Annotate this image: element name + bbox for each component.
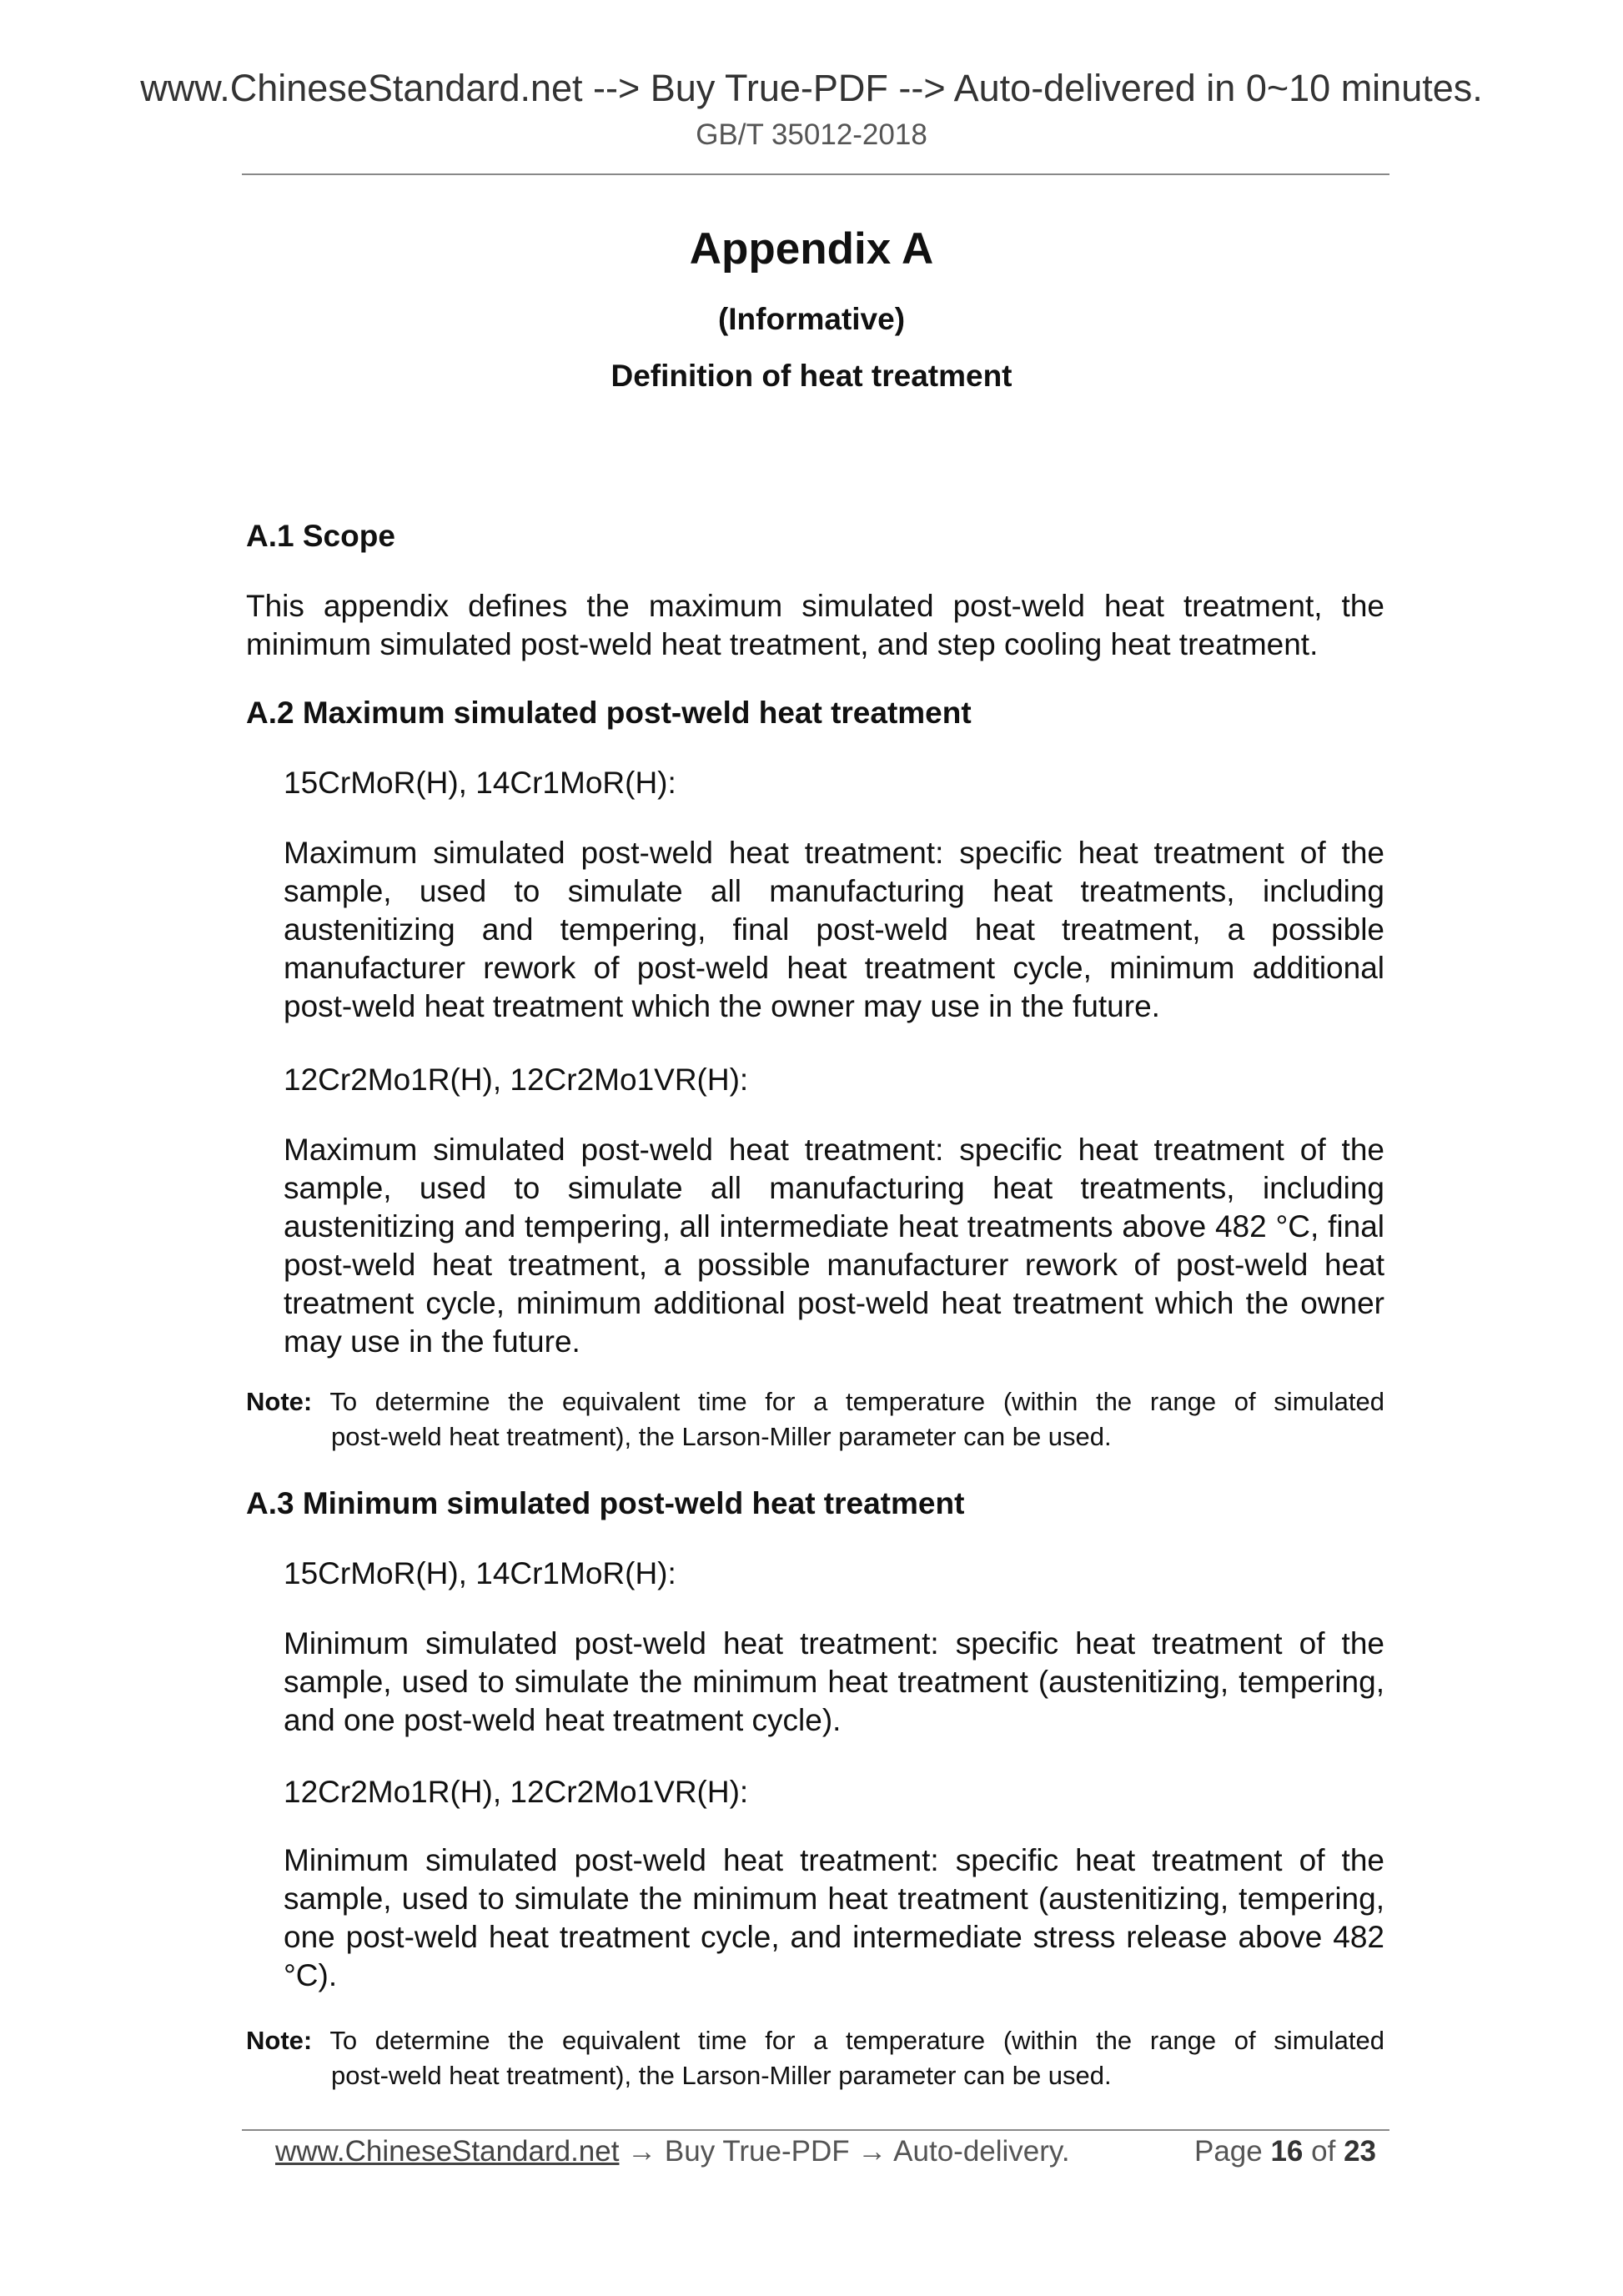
header-divider [242,173,1389,175]
section-a2-grade-1: 15CrMoR(H), 14Cr1MoR(H): [284,766,676,800]
section-a3-text-1: Minimum simulated post-weld heat treatment: specific heat treatment of the sample, used to simulate the minimum heat treatment (austenitizing, tempering, and one post-weld heat treatment cycle). [284,1626,1384,1737]
section-a2-text-1: Maximum simulated post-weld heat treatment: specific heat treatment of the sample, used to simulate all manufacturing heat treatments, including austenitizing and tempering, final post-weld heat treatment, a possible manufacturer rework of post-weld heat treatment cycle, minimum additional post-weld heat treatment which the owner may use in the future. [284,836,1384,1023]
section-a1-text: This appendix defines the maximum simulated post-weld heat treatment, the minimum simulated post-weld heat treatment, and step cooling heat treatment. [246,589,1384,661]
section-a1-heading: A.1 Scope [246,519,395,553]
footer-text: → Buy True-PDF → Auto-delivery. [619,2135,1070,2168]
section-a3-note-line-1: Note: To determine the equivalent time for a temperature (within the range of simulated [246,2026,1384,2055]
section-a3-note [246,2023,1384,2093]
total-pages: 23 [1344,2135,1376,2168]
appendix-title: Appendix A [689,224,934,274]
section-a2-grade-2: 12Cr2Mo1R(H), 12Cr2Mo1VR(H): [284,1063,749,1097]
footer-site-link[interactable]: www.ChineseStandard.net [275,2135,620,2168]
header-banner: www.ChineseStandard.net --> Buy True-PDF --> Auto-delivered in 0~10 minutes. [140,67,1483,109]
section-a3-text-2: Minimum simulated post-weld heat treatment: specific heat treatment of the sample, used to simulate the minimum heat treatment (austenitizing, tempering, one post-weld heat treatment cycle, and intermediate stress release above 482 °C). [284,1843,1384,1992]
note-label: Note: [246,1387,313,1416]
section-a2-text-2: Maximum simulated post-weld heat treatment: specific heat treatment of the sample, used to simulate all manufacturing heat treatments, including austenitizing and tempering, all intermediate heat treatments above 482 °C, final post-weld heat treatment, a possible manufacturer rework of post-weld heat treatment cycle, minimum additional post-weld heat treatment which the owner may use in the future. [284,1133,1384,1359]
section-a2-heading: A.2 Maximum simulated post-weld heat treatment [246,696,972,730]
section-a3-heading: A.3 Minimum simulated post-weld heat treatment [246,1486,965,1520]
section-a2-note [246,1384,1384,1454]
page-number: Page 16 of 23 [1193,2135,1376,2168]
appendix-type: (Informative) [717,302,906,336]
section-a2-note-line-2: post-weld heat treatment), the Larson-Miller parameter can be used. [331,1422,1112,1451]
section-a3-note-line-2: post-weld heat treatment), the Larson-Miller parameter can be used. [331,2061,1112,2090]
note-label: Note: [246,2026,313,2055]
standard-code: GB/T 35012-2018 [696,118,927,151]
page-footer [275,2135,1376,2168]
current-page: 16 [1270,2135,1304,2168]
section-a3-grade-2: 12Cr2Mo1R(H), 12Cr2Mo1VR(H): [284,1775,749,1809]
appendix-name: Definition of heat treatment [611,359,1012,393]
section-a3-grade-1: 15CrMoR(H), 14Cr1MoR(H): [284,1556,676,1590]
footer-divider [242,2129,1389,2131]
section-a2-note-line-1: Note: To determine the equivalent time for a temperature (within the range of simulated [246,1387,1384,1416]
